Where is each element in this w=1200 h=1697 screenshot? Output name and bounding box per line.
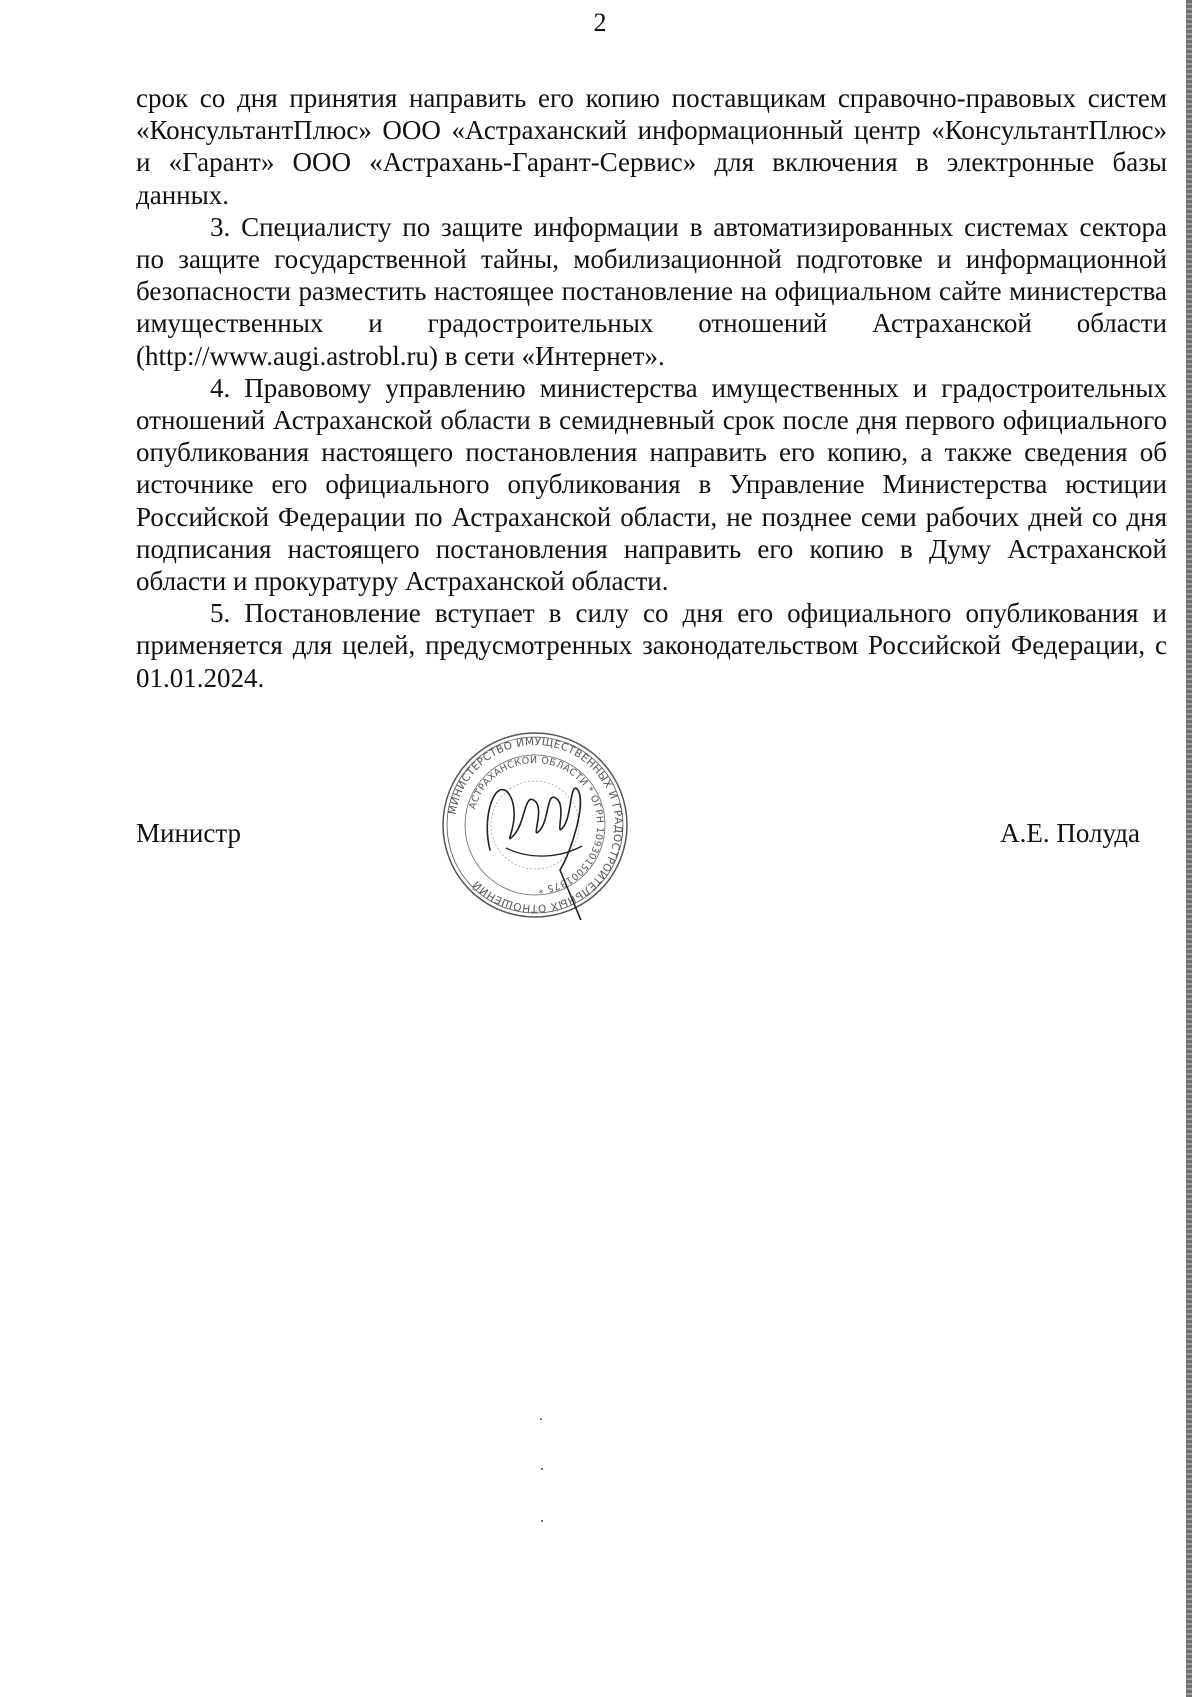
signatory-name: А.Е. Полуда: [1000, 818, 1140, 848]
paragraph-5: 5. Постановление вступает в силу со дня его официального опубликования и применяется для целей, предусмотренных законодательством Российской Федерации, с 01.01.2024.: [136, 598, 1167, 693]
official-seal: [440, 730, 630, 920]
paragraph-4: 4. Правовому управлению министерства имущественных и градостроительных отношений Астраханской области в семидневный срок после дня первого официального опубликования настоящего постановления направить его копию, а также сведения об источнике его официального опубликования в Управление Министерства юстиции Российской Федерации по Астраханской области, не позднее семи рабочих дней со дня подписания настоящего постановления направить его копию в Думу Астраханской области и прокуратуру Астраханской области.: [136, 372, 1167, 597]
seal-inner-text: АСТРАХАНСКОЙ ОБЛАСТИ * ОГРН 1093015001375 *: [467, 754, 606, 895]
signatory-position: Министр: [136, 818, 241, 848]
paragraph-continuation: срок со дня принятия направить его копию поставщикам справочно-правовых систем «КонсультантПлюс» ООО «Астраханский информационный центр «КонсультантПлюс» и «Гарант» ООО «Астрахань-Гарант-Сервис» для включения в электронные базы данных.: [136, 83, 1167, 210]
seal-outer-text: МИНИСТЕРСТВО ИМУЩЕСТВЕННЫХ И ГРАДОСТРОИТЕЛЬНЫХ ОТНОШЕНИЙ: [446, 735, 625, 915]
scan-speck: [541, 1520, 543, 1522]
page-number: 2: [593, 8, 607, 37]
document-body: [136, 82, 1167, 694]
scan-speck: [540, 1418, 542, 1420]
page-edge-shadow: [1186, 0, 1192, 1697]
scan-speck: [541, 1468, 543, 1470]
paragraph-3: 3. Специалисту по защите информации в автоматизированных системах сектора по защите государственной тайны, мобилизационной подготовке и информационной безопасности разместить настоящее постановление на официальном сайте министерства имущественных и градостроительных отношений Астраханской области (http://www.augi.astrobl.ru) в сети «Интернет».: [136, 211, 1167, 371]
